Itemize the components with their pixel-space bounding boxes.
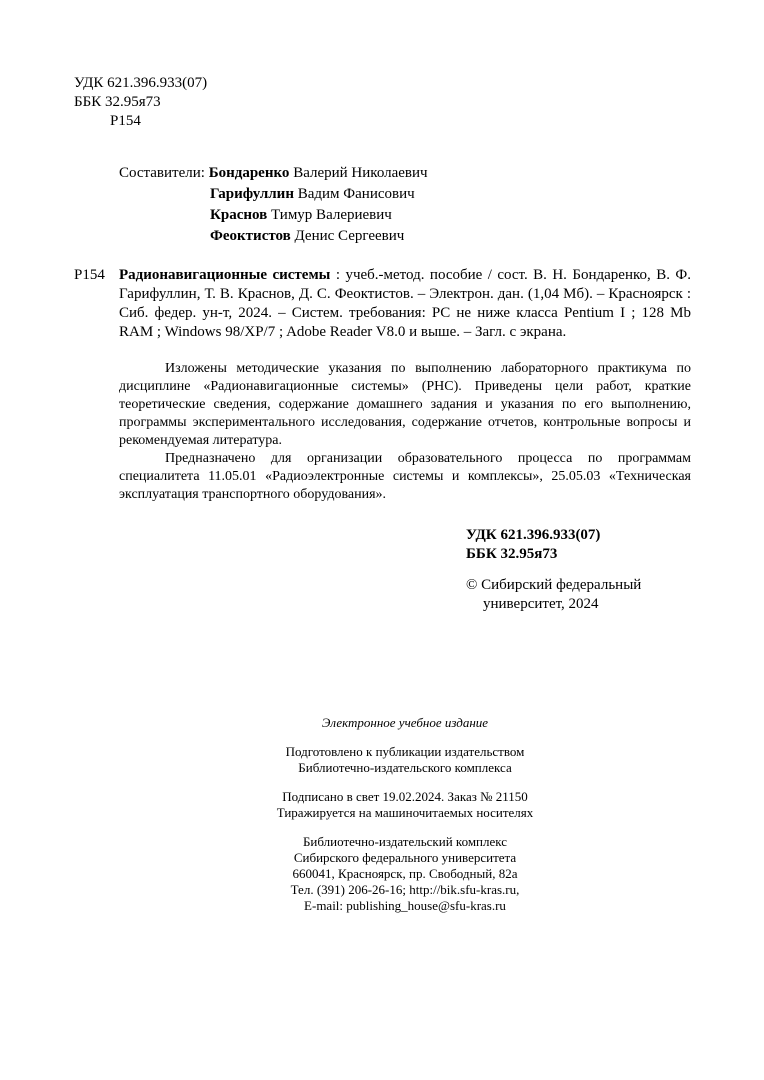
copyright [466,576,641,614]
compiler-row [119,163,428,184]
compiler-row [119,184,428,205]
abstract [119,360,691,504]
compilers [119,163,428,247]
copyright-line: © Сибирский федеральный [466,577,642,593]
abstract-paragraph: Изложены методические указания по выполнению лабораторного практикума по дисциплине «Радионавигационные системы» (РНС). Приведены цели работ, краткие теоретические сведения, содержание домашнего задания и указания по его выполнению, программы экспериментального исследования, содержание отчетов, контрольные вопросы и рекомендуемая литература. [119,361,691,448]
publication-info [0,789,764,821]
compiler-surname: Феоктистов [210,228,291,244]
imprint-line: Библиотечно-издательский комплекс [302,834,508,849]
publisher-phone: Тел. (391) 206-26-16; http://bik.sfu-kras.ru, [290,882,520,897]
compiler-row [119,226,428,247]
compiler-row [119,205,428,226]
publisher-info [0,834,764,914]
imprint-line: Библиотечно-издательского комплекса [298,760,512,775]
bibliographic-code: Р154 [74,267,105,283]
abstract-paragraph: Предназначено для организации образовательного процесса по программам специалитета 11.05.01 «Радиоэлектронные системы и комплексы», 25.05.03 «Техническая эксплуатация транспортного оборудования». [119,451,691,502]
book-title: Радионавигационные системы [119,267,331,283]
compiler-names: Тимур Валериевич [267,207,392,223]
bbk-code: ББК 32.95я73 [74,94,161,110]
header-codes [74,74,207,131]
compiler-names: Валерий Николаевич [289,165,428,181]
compiler-names: Вадим Фанисович [293,186,415,202]
imprint-line: Подписано в свет 19.02.2024. Заказ № 21150 [282,789,528,804]
edition-type: Электронное учебное издание [321,715,489,730]
compilers-label: Составители: [119,165,209,181]
bibliographic-description [119,266,691,342]
compiler-surname: Гарифуллин [210,186,294,202]
compiler-names: Денис Сергеевич [290,228,405,244]
udk-code: УДК 621.396.933(07) [74,75,208,91]
preparation-info [0,744,764,776]
compiler-surname: Бондаренко [208,165,290,181]
imprint-line: Тиражируется на машиночитаемых носителях [276,805,534,820]
publisher-email: E-mail: publishing_house@sfu-kras.ru [304,898,506,913]
copyright-line: университет, 2024 [483,596,599,612]
publisher-address: 660041, Красноярск, пр. Свободный, 82а [292,866,518,881]
bibliographic-text: : учеб.-метод. пособие / сост. В. Н. Бондаренко, В. Ф. Гарифуллин, Т. В. Краснов, Д. С. Феоктистов. – Электрон. дан. (1,04 Мб). – Красноярск : Сиб. федер. ун-т, 2024. – Систем. требования: PC не ниже класса Pentium I ; 128 Mb RAM ; Windows 98/XP/7 ; Adobe Reader V8.0 и выше. – Загл. с экрана. [119,267,691,340]
imprint-line: Подготовлено к публикации издательством [285,744,525,759]
compiler-surname: Краснов [210,207,268,223]
author-mark: Р154 [110,113,141,129]
imprint-line: Сибирского федерального университета [293,850,517,865]
bbk-code: ББК 32.95я73 [466,546,558,562]
udk-code: УДК 621.396.933(07) [466,527,601,543]
classification-block [466,526,600,564]
